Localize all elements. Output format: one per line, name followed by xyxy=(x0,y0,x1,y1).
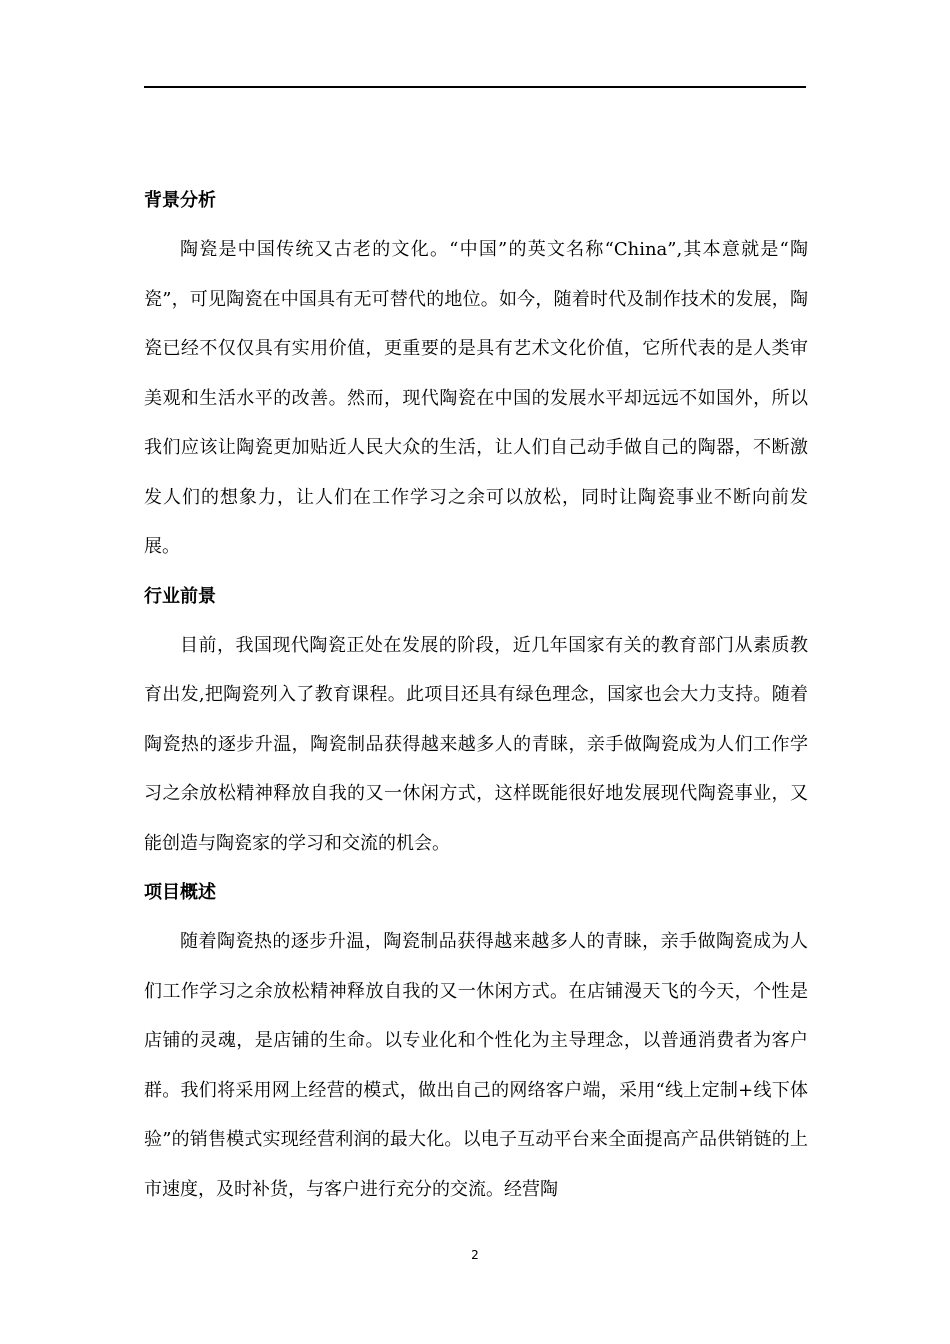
header-rule xyxy=(144,86,806,88)
section-title-background: 背景分析 xyxy=(144,190,216,211)
section-title-project-overview: 项目概述 xyxy=(144,882,216,903)
page-content xyxy=(144,176,808,1214)
paragraph-industry-outlook: 目前，我国现代陶瓷正处在发展的阶段，近几年国家有关的教育部门从素质教育出发,把陶瓷列入了教育课程。此项目还具有绿色理念，国家也会大力支持。随着陶瓷热的逐步升温，陶瓷制品获得越来越多人的青睐，亲手做陶瓷成为人们工作学习之余放松精神释放自我的又一休闲方式，这样既能很好地发展现代陶瓷事业，又能创造与陶瓷家的学习和交流的机会。 xyxy=(144,634,808,854)
section-background xyxy=(144,176,808,572)
paragraph-background: 陶瓷是中国传统又古老的文化。“中国”的英文名称“China”,其本意就是“陶瓷”，可见陶瓷在中国具有无可替代的地位。如今，随着时代及制作技术的发展，陶瓷已经不仅仅具有实用价值，更重要的是具有艺术文化价值，它所代表的是人类审美观和生活水平的改善。然而，现代陶瓷在中国的发展水平却远远不如国外，所以我们应该让陶瓷更加贴近人民大众的生活，让人们自己动手做自己的陶器，不断激发人们的想象力，让人们在工作学习之余可以放松，同时让陶瓷事业不断向前发展。 xyxy=(144,239,808,557)
section-title-industry-outlook: 行业前景 xyxy=(144,585,216,607)
paragraph-project-overview: 随着陶瓷热的逐步升温，陶瓷制品获得越来越多人的青睐，亲手做陶瓷成为人们工作学习之余放松精神释放自我的又一休闲方式。在店铺漫天飞的今天，个性是店铺的灵魂，是店铺的生命。以专业化和个性化为主导理念，以普通消费者为客户群。我们将采用网上经营的模式，做出自己的网络客户端，采用“线上定制+线下体验”的销售模式实现经营利润的最大化。以电子互动平台来全面提高产品供销链的上市速度，及时补货，与客户进行充分的交流。经营陶 xyxy=(144,931,808,1200)
section-industry-outlook xyxy=(144,572,808,869)
page-number: 2 xyxy=(471,1248,479,1262)
section-project-overview xyxy=(144,868,808,1214)
